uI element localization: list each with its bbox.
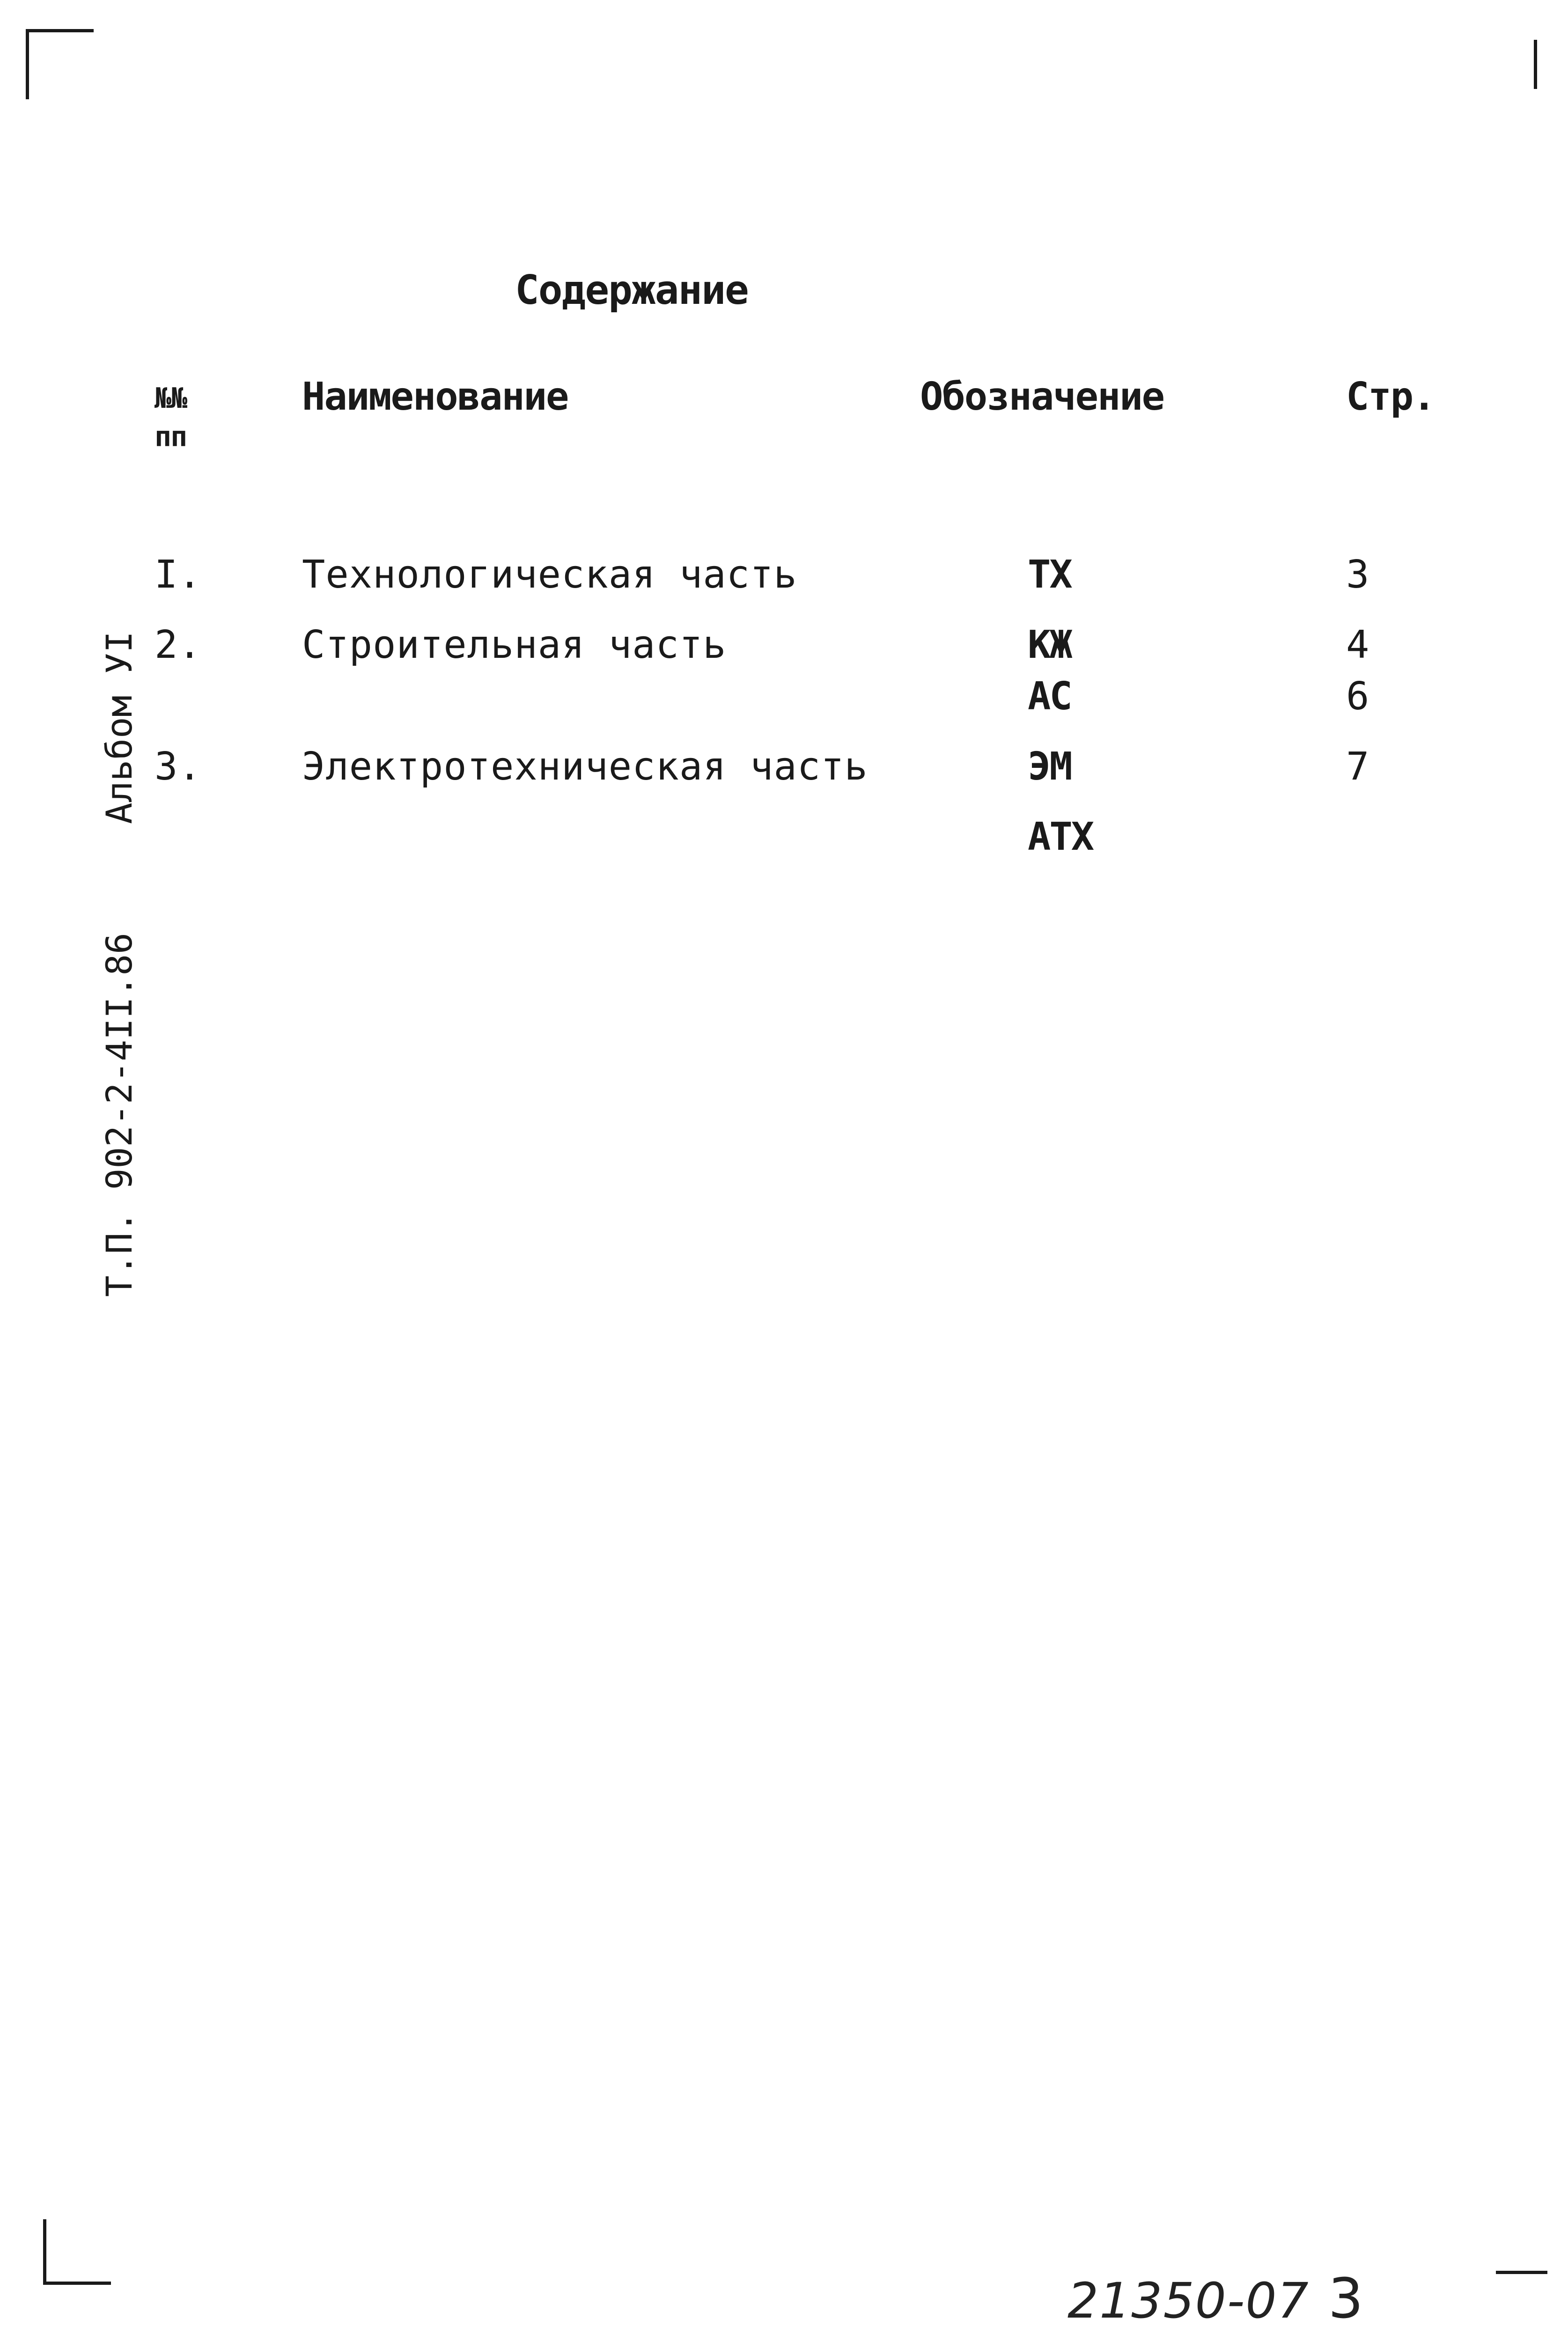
corner-mark-bottom-right <box>1496 2271 1547 2274</box>
row-2-page: 4 <box>1346 623 1370 667</box>
corner-mark-top-left-v <box>26 29 29 99</box>
row-3-page: 6 <box>1346 674 1370 719</box>
row-4-number: 3. <box>155 744 202 789</box>
row-5-code: АТХ <box>1028 815 1093 859</box>
row-1-number: I. <box>155 552 202 597</box>
stamp-code: 21350-07 <box>1067 2272 1310 2329</box>
corner-mark-bottom-left-v <box>43 2219 46 2285</box>
corner-mark-top-right <box>1534 40 1537 89</box>
corner-mark-top-left-h <box>26 29 94 32</box>
corner-mark-bottom-left-h <box>43 2282 111 2285</box>
side-project-code: Т.П. 902-2-4II.86 <box>98 933 140 1297</box>
row-2-code: КЖ <box>1028 623 1071 667</box>
header-page: Стр. <box>1346 375 1435 419</box>
row-4-code: ЭМ <box>1028 744 1071 789</box>
row-2-number: 2. <box>155 623 202 667</box>
row-1-code: ТХ <box>1028 552 1071 597</box>
stamp-page-number: 3 <box>1328 2266 1364 2331</box>
row-4-page: 7 <box>1346 744 1370 789</box>
header-designation: Обозначение <box>920 375 1164 419</box>
row-4-name: Электротехническая часть <box>302 744 868 789</box>
header-name: Наименование <box>302 375 568 419</box>
page-title: Содержание <box>515 267 748 314</box>
header-number: №№ пп <box>155 382 187 453</box>
row-1-name: Технологическая часть <box>302 552 797 597</box>
side-album-label: Альбом УI <box>98 631 140 824</box>
row-1-page: 3 <box>1346 552 1370 597</box>
row-3-code: АС <box>1028 674 1071 719</box>
row-2-name: Строительная часть <box>302 623 727 667</box>
bottom-stamp <box>1067 2266 1364 2331</box>
